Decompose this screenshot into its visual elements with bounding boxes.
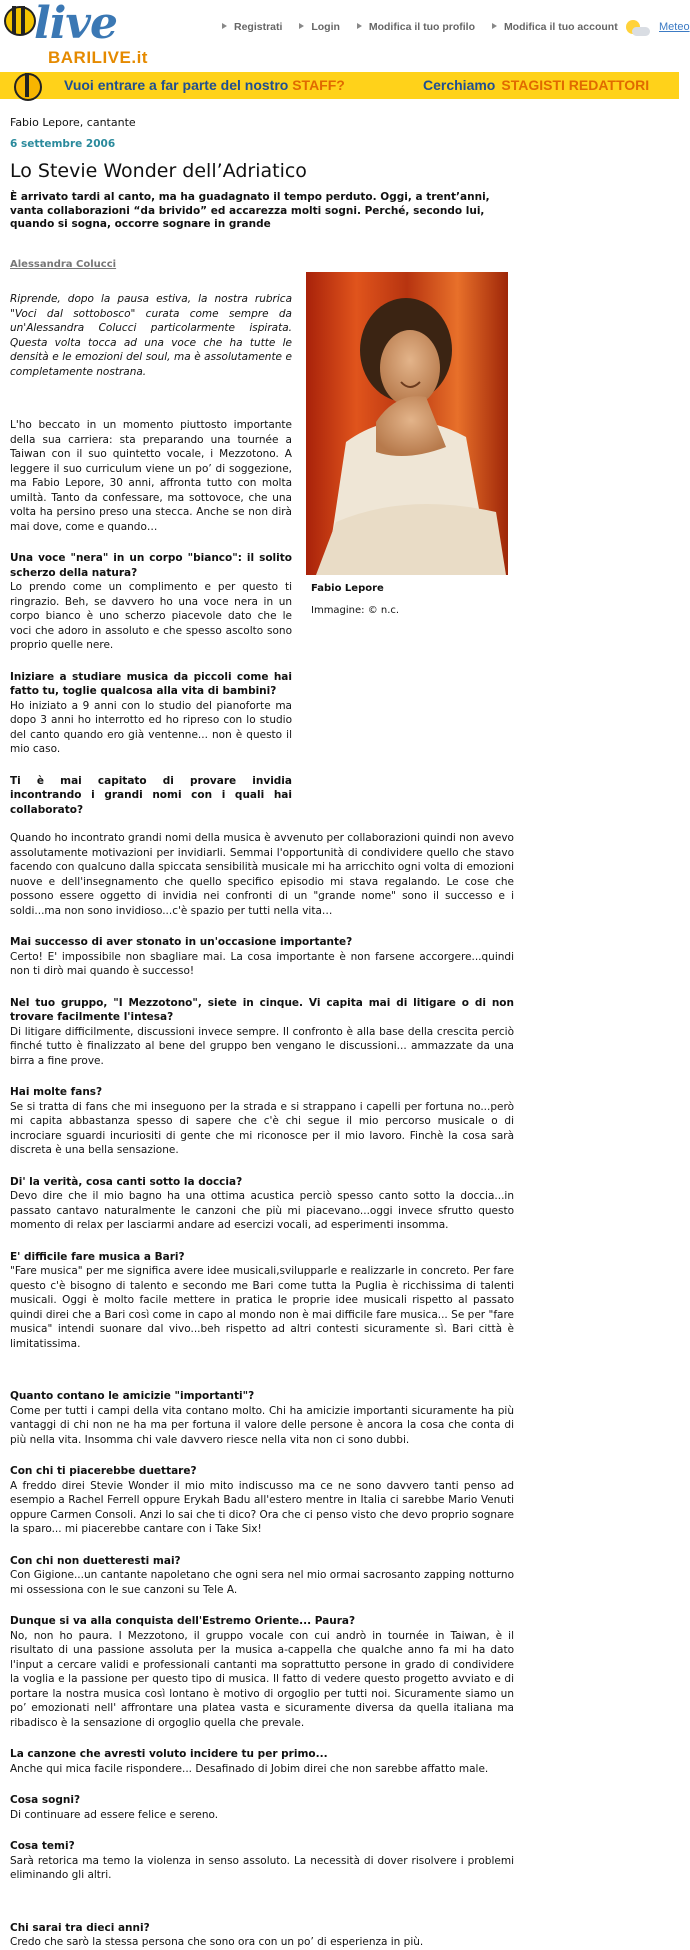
top-nav <box>222 21 632 33</box>
answer: Certo! E' impossibile non sbagliare mai. La cosa importante è non farsene accorgere...quindi non ti dirò mai quando è successo! <box>10 950 514 977</box>
logo-site-main: BARILIVE <box>48 48 132 67</box>
answer: A freddo direi Stevie Wonder il mio mito indiscusso ma ce ne sono davvero tanti penso ad esempio a Rachel Ferrell oppure Erykah Badu all'estero mentre in Italia ci sarebbe Mario Venuti oppure Carmen Consoli. Anzi lo sai che ti dico? Ora che ci penso visto che devo proprio sognare la sparo... mi piacerebbe cantare con i Take Six! <box>10 1479 514 1535</box>
question: Dunque si va alla conquista dell'Estremo Oriente... Paura? <box>10 1615 356 1627</box>
qa-block <box>10 1747 514 1776</box>
answer: Lo prendo come un complimento e per questo ti ringrazio. Beh, se davvero ho una voce nera in un corpo bianco è uno scherzo piacevole dato che le voci che adoro in assoluto e che spesso ascolto sono proprio quelle nere. <box>10 581 292 651</box>
question: Quanto contano le amicizie "importanti"? <box>10 1390 255 1402</box>
answer: Quando ho incontrato grandi nomi della musica è avvenuto per collaborazioni quindi non avevo assolutamente motivazioni per invidiarli. Semmai l'opportunità di condividere quello che stavo facendo con qualcuno dalla spiccata sensibilità musicale mi ha arricchito ogni volta di emozioni nuove e dell'insegnamento che quello specifico episodio mi stava regalando. Le cose che possono essere oggetto di invidia nei confronti di un "grande nome" sono il successo e i soldi...ma non sono invidioso...c'è spazio per tutti nella vita… <box>10 832 514 917</box>
answer: Come per tutti i campi della vita contano molto. Chi ha amicizie importanti sicuramente ha più vantaggi di chi non ne ha ma per fortuna il valore delle persone è ancora la cosa che conta di più nella vita. Insomma chi vale davvero riesce nella vita non ci sono dubbi. <box>10 1404 514 1446</box>
bee-mascot-icon <box>4 6 36 36</box>
qa-block <box>10 1250 514 1352</box>
article-kicker: Fabio Lepore, cantante <box>10 116 136 129</box>
qa-block <box>10 1175 514 1233</box>
qa-block <box>10 1464 514 1537</box>
qa-list <box>10 918 514 1950</box>
spacer <box>10 1776 514 1793</box>
spacer <box>10 534 292 551</box>
qa-block <box>10 1389 514 1447</box>
portrait-photo-drawing <box>306 272 508 575</box>
question: Mai successo di aver stonato in un'occasione importante? <box>10 936 353 948</box>
qa-block <box>10 996 514 1069</box>
spacer <box>10 1447 514 1464</box>
question: Cosa temi? <box>10 1840 75 1852</box>
answer: Credo che sarò la stessa persona che sono ora con un po’ di esperienza in più. <box>10 1936 424 1948</box>
portrait-photo <box>306 272 508 575</box>
qa-block <box>10 935 514 979</box>
spacer <box>10 653 292 670</box>
arrow-right-icon <box>299 23 304 29</box>
answer: "Fare musica" per me significa avere idee musicali,svilupparle e realizzarle in concreto. Per fare questo c'è bisogno di talento e secondo me Bari come tutta la Puglia è ricchissima di talenti musicali. Oggi è molto facile mettere in pratica le proprie idee musicali rispetto al passato quindi direi che a Bari così come in capo al mondo non è mai difficile fare musica... Se per "fare musica" intendi suonare dal vivo...beh rispetto ad altri contesti sicuramente sì. Bari città è limitatissima. <box>10 1265 514 1350</box>
cloud-icon <box>632 27 650 36</box>
nav-label: Modifica il tuo account <box>503 21 618 33</box>
nav-label: Modifica il tuo profilo <box>368 21 476 33</box>
article-body-wide <box>10 831 514 1950</box>
arrow-right-icon <box>222 23 227 29</box>
spacer <box>10 1597 514 1614</box>
spacer <box>10 1730 514 1747</box>
qa-block <box>10 1554 514 1598</box>
article-lead: È arrivato tardi al canto, ma ha guadagnato il tempo perduto. Oggi, a trent’anni, vanta collaborazioni “da brivido” ed accarezza molti sogni. Perché, secondo lui, quando si sogna, occorre sognare in grande <box>10 191 490 230</box>
qa-block <box>10 1921 514 1950</box>
question: Con chi non duetteresti mai? <box>10 1554 181 1567</box>
answer: Con Gigione...un cantante napoletano che ogni sera nel mio ormai sacrosanto zapping notturno mi ossessiona con le sue canzoni su Tele A. <box>10 1569 514 1596</box>
question: Iniziare a studiare musica da piccoli come hai fatto tu, toglie qualcosa alla vita di bambini? <box>10 670 292 697</box>
author-link[interactable]: Alessandra Colucci <box>10 259 117 270</box>
answer: Di litigare difficilmente, discussioni invece sempre. Il confronto è alla base della crescita perciò finché tutto è finalizzato al bene del gruppo ben vengano le discussioni... ammazzate da una birra a fine prove. <box>10 1025 514 1067</box>
qa-block <box>10 551 292 653</box>
banner-text2: Cerchiamo <box>423 77 496 93</box>
qa-block <box>10 1839 514 1883</box>
spacer <box>10 1883 514 1921</box>
nav-login[interactable] <box>299 21 340 33</box>
qa-block <box>10 774 292 818</box>
meteo-link[interactable] <box>624 16 690 40</box>
logo-site-ext: .it <box>131 48 148 67</box>
spacer <box>10 1233 514 1250</box>
qa-block <box>10 670 292 757</box>
nav-modifica-account[interactable] <box>492 21 618 33</box>
question: Ti è mai capitato di provare invidia incontrando i grandi nomi con i quali hai collaborato? <box>10 774 292 816</box>
answer: Ho iniziato a 9 anni con lo studio del pianoforte ma dopo 3 anni ho interrotto ed ho ripreso con lo studio del canto quando ero già ventenne... non è questo il mio caso. <box>10 699 292 755</box>
article-title: Lo Stevie Wonder dell’Adriatico <box>10 160 307 182</box>
banner-text-stagisti <box>423 77 649 93</box>
answer: Devo dire che il mio bagno ha una ottima acustica perciò spesso canto sotto la doccia...in passato cantavo naturalmente le canzoni che più mi piacevano...oggi invece sfrutto questo momento di relax per lasciarmi andare ad esercizi vocali, ad esperimenti insomma. <box>10 1190 514 1231</box>
meteo-label: Meteo <box>659 21 690 33</box>
spacer <box>10 979 514 996</box>
question: E' difficile fare musica a Bari? <box>10 1250 185 1263</box>
logo-word: live <box>34 0 117 49</box>
banner-text2-highlight: STAGISTI REDATTORI <box>501 77 650 93</box>
answer: Anche qui mica facile rispondere... Desafinado di Jobim direi che non sarebbe affatto male. <box>10 1762 489 1775</box>
spacer <box>10 1351 514 1389</box>
question: La canzone che avresti voluto incidere tu per primo... <box>10 1748 328 1760</box>
spacer <box>10 1158 514 1175</box>
barilive-logo[interactable] <box>0 0 148 70</box>
nav-modifica-profilo[interactable] <box>357 21 475 33</box>
qa-block <box>10 1614 514 1730</box>
article-intro: Riprende, dopo la pausa estiva, la nostra rubrica "Voci dal sottobosco" curata come sempre da un'Alessandra Colucci particolarmente ispirata. Questa volta tocca ad una voce che ha tutte le densità e le emozioni del soul, ma è assolutamente e completamente nostrana. <box>10 293 292 378</box>
answer: Di continuare ad essere felice e sereno. <box>10 1808 219 1821</box>
spacer <box>10 1822 514 1839</box>
photo-credit: Immagine: © n.c. <box>311 605 400 616</box>
qa-block <box>10 1085 514 1158</box>
article-body-narrow <box>10 418 292 817</box>
question: Una voce "nera" in un corpo "bianco": il solito scherzo della natura? <box>10 552 292 579</box>
arrow-right-icon <box>357 23 362 29</box>
site-header <box>0 0 690 70</box>
spacer <box>10 1068 514 1085</box>
question: Nel tuo gruppo, "I Mezzotono", siete in cinque. Vi capita mai di litigare o di non trovare facilmente l'intesa? <box>10 996 514 1023</box>
answer: No, non ho paura. I Mezzotono, il gruppo vocale con cui andrò in tournée in Taiwan, è il risultato di una passione assoluta per la musica a-cappella che qualche anno fa mi ha dato l'input a cercare validi e professionali cantanti ma soprattutto persone in grado di condividere la voglia e la passione per questo tipo di musica. Il fatto di vedere questo progetto avviato e di portare la nostra musica così lontano è motivo di orgoglio per tutti noi. Sicuramente siamo un po’ emozionati nell' affrontare una platea vasta e sicuramente diversa da quella italiana ma ribadisco è la sensazione di orgoglio quella che prevale. <box>10 1629 514 1729</box>
answer: Sarà retorica ma temo la violenza in senso assoluto. La necessità di dover risolvere i problemi eliminando gli altri. <box>10 1854 514 1881</box>
photo-caption: Fabio Lepore <box>311 583 384 594</box>
question: Hai molte fans? <box>10 1086 103 1098</box>
staff-recruiting-banner[interactable] <box>0 72 679 99</box>
bee-mascot-icon <box>14 73 42 101</box>
banner-text-staff <box>64 77 345 93</box>
answer: Se si tratta di fans che mi inseguono per la strada e si strappano i capelli per fortuna no...però mi capita abbastanza spesso di sapere che c'è chi segue il mio percorso musicale o di incrociare sguardi incuriositi di gente che mi riconosce per il mio lavoro. Finchè la cosa sarà discreta è una bella sensazione. <box>10 1100 514 1156</box>
nav-label: Registrati <box>234 21 283 33</box>
banner-text1: Vuoi entrare a far parte del nostro <box>64 77 289 93</box>
spacer <box>10 1537 514 1554</box>
paragraph: L'ho beccato in un momento piuttosto importante della sua carriera: sta preparando una tournée a Taiwan con il suo quintetto vocale, i Mezzotono. A leggere il suo curriculum viene un po’ di soggezione, ma Fabio Lepore, 30 anni, affronta tutto con molta umiltà. Tanto da confessare, ma sottovoce, che una volta ha persino preso una stecca. Anche se non dirà mai dove, come e quando… <box>10 419 292 533</box>
question: Chi sarai tra dieci anni? <box>10 1921 150 1934</box>
question: Con chi ti piacerebbe duettare? <box>10 1465 197 1477</box>
nav-registrati[interactable] <box>222 21 282 33</box>
logo-site-name <box>48 48 148 68</box>
question: Cosa sogni? <box>10 1794 81 1806</box>
banner-text1-highlight: STAFF? <box>292 77 345 93</box>
nav-label: Login <box>311 21 340 33</box>
arrow-right-icon <box>492 23 497 29</box>
spacer <box>10 918 514 935</box>
question: Di' la verità, cosa canti sotto la doccia? <box>10 1175 243 1188</box>
article-date: 6 settembre 2006 <box>10 138 116 150</box>
spacer <box>10 757 292 774</box>
qa-block <box>10 1793 514 1822</box>
